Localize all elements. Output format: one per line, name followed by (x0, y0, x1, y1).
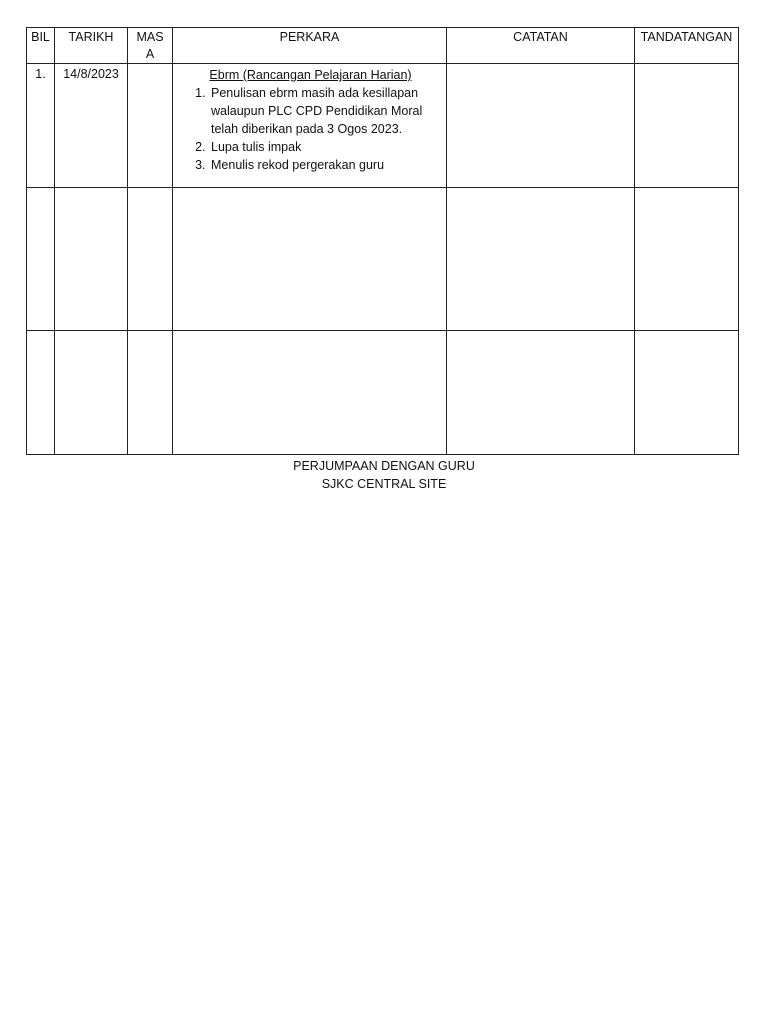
cell-perkara (173, 331, 447, 455)
table-header-row (27, 28, 739, 64)
cell-tarikh: 14/8/2023 (55, 64, 128, 188)
footer-school-name: SJKC CENTRAL SITE (321, 477, 447, 491)
cell-tandatangan (635, 188, 739, 331)
cell-perkara (173, 188, 447, 331)
header-catatan: CATATAN (447, 28, 635, 64)
cell-masa (128, 64, 173, 188)
cell-perkara (173, 64, 447, 188)
header-masa-line1: MAS (136, 30, 164, 44)
header-masa (128, 28, 173, 64)
cell-bil: 1. (27, 64, 55, 188)
cell-catatan (447, 64, 635, 188)
header-tarikh: TARIKH (55, 28, 128, 64)
cell-bil (27, 188, 55, 331)
perkara-item: 3. Menulis rekod pergerakan guru (209, 156, 442, 174)
header-perkara: PERKARA (173, 28, 447, 64)
cell-tarikh (55, 188, 128, 331)
perkara-title: Ebrm (Rancangan Pelajaran Harian) (209, 68, 412, 82)
footer-title: PERJUMPAAN DENGAN GURU (293, 459, 475, 473)
cell-tandatangan (635, 64, 739, 188)
cell-bil (27, 331, 55, 455)
cell-tandatangan (635, 331, 739, 455)
table-row (27, 64, 739, 188)
cell-catatan (447, 331, 635, 455)
header-tandatangan: TANDATANGAN (635, 28, 739, 64)
table-row (27, 331, 739, 455)
cell-catatan (447, 188, 635, 331)
header-bil: BIL (27, 28, 55, 64)
perkara-list (179, 84, 442, 174)
meeting-record-table (26, 27, 739, 455)
cell-masa (128, 331, 173, 455)
header-masa-line2: A (145, 47, 155, 61)
cell-masa (128, 188, 173, 331)
table-row (27, 188, 739, 331)
perkara-item: 2. Lupa tulis impak (209, 138, 442, 156)
perkara-item: 1. Penulisan ebrm masih ada kesillapan walaupun PLC CPD Pendidikan Moral telah diberikan pada 3 Ogos 2023. (209, 84, 442, 138)
cell-tarikh (55, 331, 128, 455)
